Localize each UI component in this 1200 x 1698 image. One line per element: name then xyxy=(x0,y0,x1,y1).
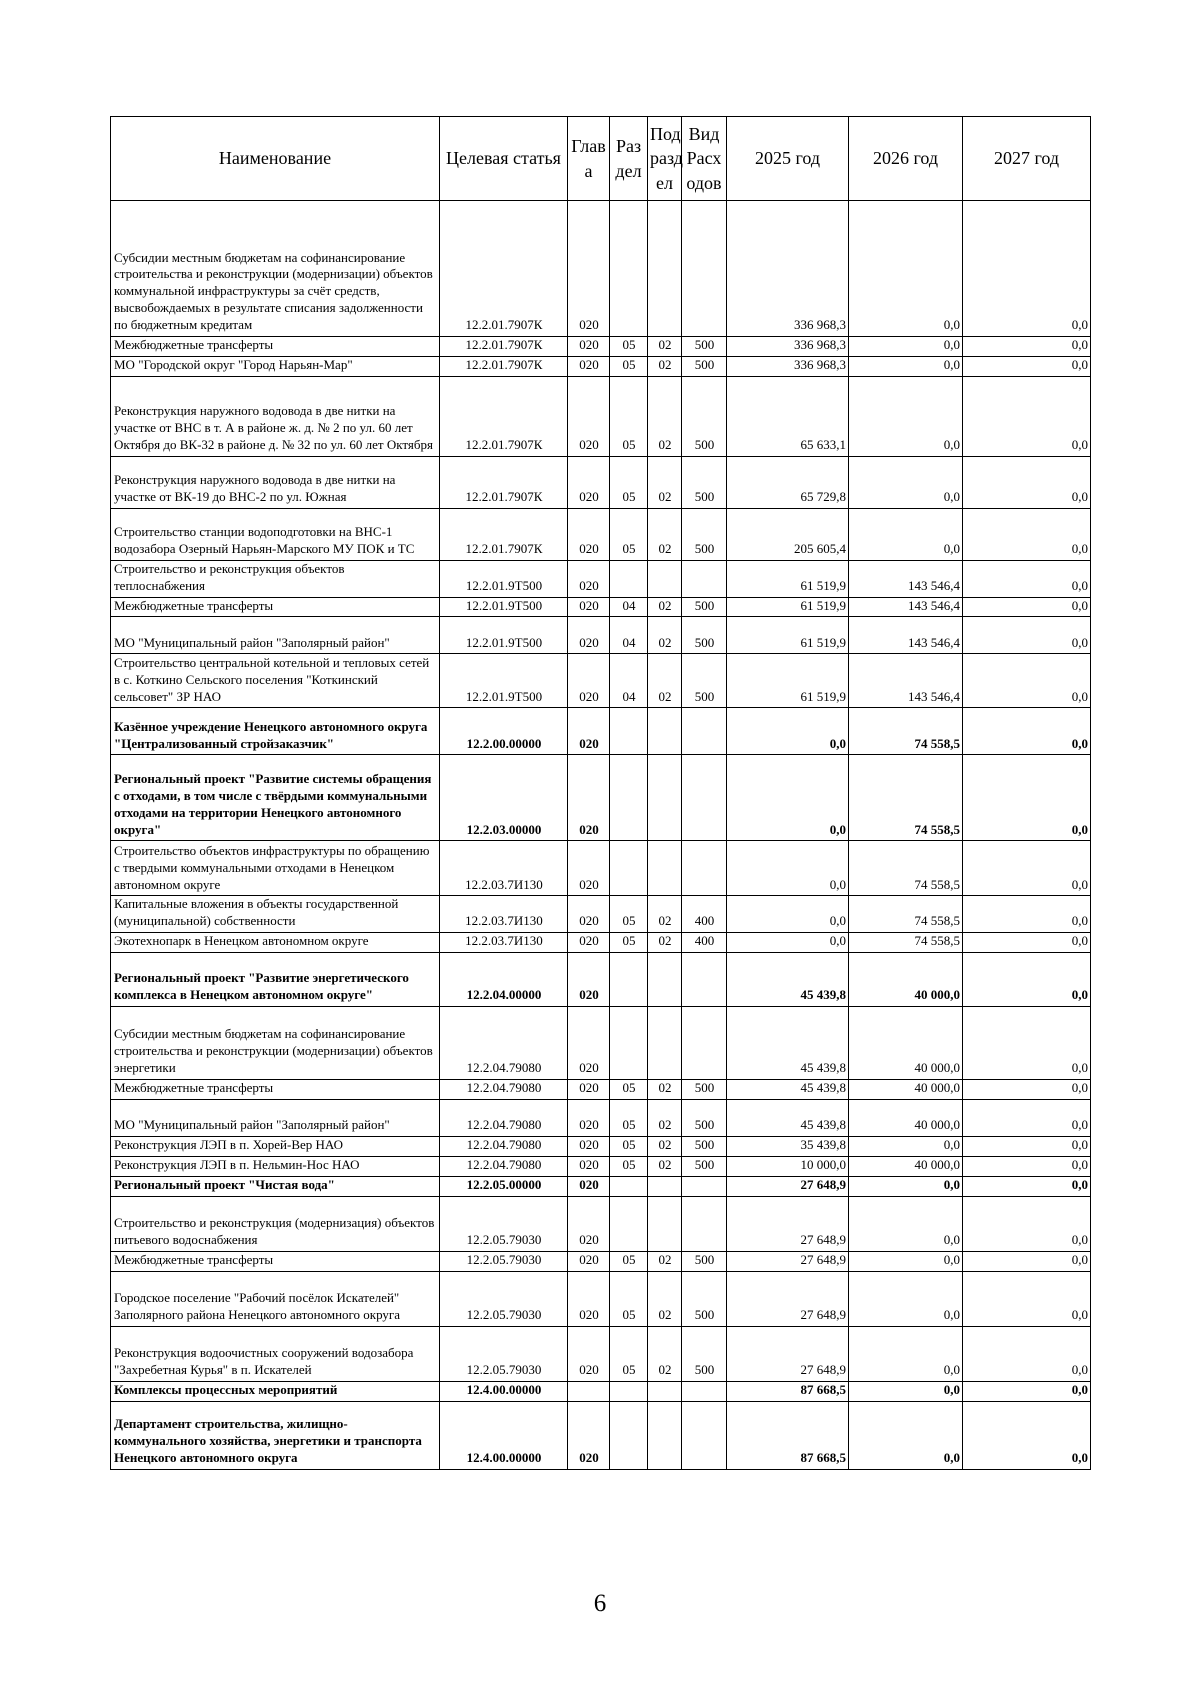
cell-razdel xyxy=(610,560,648,597)
cell-target: 12.2.01.9Т500 xyxy=(440,597,568,617)
cell-podrazdel: 02 xyxy=(648,1080,682,1100)
table-row xyxy=(111,617,1091,654)
cell-vid xyxy=(682,841,727,896)
cell-2026: 143 546,4 xyxy=(849,617,963,654)
cell-name: Межбюджетные трансферты xyxy=(111,1251,440,1271)
cell-vid xyxy=(682,1007,727,1080)
cell-name: Строительство объектов инфраструктуры по обращению с твердыми коммунальными отходами в Ненецком автономном округе xyxy=(111,841,440,896)
cell-target: 12.2.03.00000 xyxy=(440,755,568,841)
cell-razdel: 05 xyxy=(610,1100,648,1137)
cell-glava: 020 xyxy=(568,708,610,755)
cell-razdel xyxy=(610,755,648,841)
table-row xyxy=(111,201,1091,337)
cell-razdel: 04 xyxy=(610,617,648,654)
cell-vid: 500 xyxy=(682,1251,727,1271)
cell-podrazdel: 02 xyxy=(648,1100,682,1137)
cell-name: МО "Муниципальный район "Заполярный район" xyxy=(111,1100,440,1137)
cell-glava: 020 xyxy=(568,1137,610,1157)
cell-vid: 500 xyxy=(682,617,727,654)
cell-2026: 143 546,4 xyxy=(849,654,963,708)
table-row xyxy=(111,1156,1091,1176)
cell-2027: 0,0 xyxy=(963,356,1091,376)
table-row xyxy=(111,508,1091,560)
cell-2027: 0,0 xyxy=(963,953,1091,1007)
cell-target: 12.2.05.79030 xyxy=(440,1251,568,1271)
cell-name: Региональный проект "Чистая вода" xyxy=(111,1176,440,1196)
cell-vid: 500 xyxy=(682,376,727,456)
cell-2025: 61 519,9 xyxy=(727,597,849,617)
cell-vid: 500 xyxy=(682,1137,727,1157)
cell-2026: 0,0 xyxy=(849,356,963,376)
cell-name: Региональный проект "Развитие энергетического комплекса в Ненецком автономном округе" xyxy=(111,953,440,1007)
cell-target: 12.2.05.79030 xyxy=(440,1196,568,1251)
cell-2025: 336 968,3 xyxy=(727,201,849,337)
header-2026: 2026 год xyxy=(849,117,963,201)
cell-podrazdel xyxy=(648,1007,682,1080)
cell-razdel xyxy=(610,1401,648,1469)
cell-razdel: 05 xyxy=(610,933,648,953)
cell-glava: 020 xyxy=(568,933,610,953)
cell-2025: 0,0 xyxy=(727,841,849,896)
cell-podrazdel xyxy=(648,953,682,1007)
cell-name: Реконструкция наружного водовода в две нитки на участке от ВНС в т. А в районе ж. д. № 2 по ул. 60 лет Октября до ВК-32 в районе д. № 32 по ул. 60 лет Октября xyxy=(111,376,440,456)
cell-glava: 020 xyxy=(568,841,610,896)
table-header-row xyxy=(111,117,1091,201)
cell-2027: 0,0 xyxy=(963,376,1091,456)
cell-name: Капитальные вложения в объекты государственной (муниципальной) собственности xyxy=(111,896,440,933)
table-row xyxy=(111,755,1091,841)
cell-target: 12.2.03.7И130 xyxy=(440,933,568,953)
cell-glava: 020 xyxy=(568,1176,610,1196)
cell-2025: 27 648,9 xyxy=(727,1196,849,1251)
cell-target: 12.4.00.00000 xyxy=(440,1401,568,1469)
header-glava: Глав а xyxy=(568,117,610,201)
cell-vid xyxy=(682,1381,727,1401)
cell-glava: 020 xyxy=(568,1401,610,1469)
cell-glava: 020 xyxy=(568,617,610,654)
cell-name: Реконструкция наружного водовода в две нитки на участке от ВК-19 до ВНС-2 по ул. Южная xyxy=(111,456,440,508)
table-row xyxy=(111,654,1091,708)
cell-vid: 500 xyxy=(682,654,727,708)
cell-target: 12.2.01.9Т500 xyxy=(440,560,568,597)
cell-2027: 0,0 xyxy=(963,456,1091,508)
cell-2026: 74 558,5 xyxy=(849,841,963,896)
header-2025: 2025 год xyxy=(727,117,849,201)
cell-2027: 0,0 xyxy=(963,1251,1091,1271)
cell-vid: 500 xyxy=(682,356,727,376)
cell-2027: 0,0 xyxy=(963,933,1091,953)
cell-target: 12.2.01.7907К xyxy=(440,376,568,456)
table-row xyxy=(111,597,1091,617)
cell-razdel xyxy=(610,708,648,755)
cell-2026: 0,0 xyxy=(849,201,963,337)
cell-2026: 0,0 xyxy=(849,1196,963,1251)
cell-2026: 0,0 xyxy=(849,1271,963,1326)
cell-vid: 500 xyxy=(682,337,727,357)
cell-glava: 020 xyxy=(568,560,610,597)
cell-2025: 61 519,9 xyxy=(727,654,849,708)
cell-2025: 45 439,8 xyxy=(727,1080,849,1100)
cell-vid: 500 xyxy=(682,597,727,617)
cell-vid: 500 xyxy=(682,508,727,560)
cell-target: 12.2.00.00000 xyxy=(440,708,568,755)
cell-2027: 0,0 xyxy=(963,708,1091,755)
cell-target: 12.2.01.7907К xyxy=(440,201,568,337)
table-row xyxy=(111,1176,1091,1196)
cell-podrazdel xyxy=(648,1381,682,1401)
table-row xyxy=(111,1080,1091,1100)
cell-glava: 020 xyxy=(568,376,610,456)
cell-2027: 0,0 xyxy=(963,654,1091,708)
cell-podrazdel: 02 xyxy=(648,356,682,376)
cell-podrazdel: 02 xyxy=(648,456,682,508)
cell-razdel: 05 xyxy=(610,1271,648,1326)
cell-razdel xyxy=(610,1381,648,1401)
cell-podrazdel: 02 xyxy=(648,896,682,933)
cell-vid: 500 xyxy=(682,456,727,508)
cell-target: 12.2.01.7907К xyxy=(440,456,568,508)
cell-podrazdel: 02 xyxy=(648,617,682,654)
table-row xyxy=(111,1271,1091,1326)
cell-razdel: 05 xyxy=(610,1156,648,1176)
cell-target: 12.2.05.79030 xyxy=(440,1271,568,1326)
cell-2026: 0,0 xyxy=(849,1401,963,1469)
cell-2027: 0,0 xyxy=(963,508,1091,560)
cell-2026: 40 000,0 xyxy=(849,1156,963,1176)
table-row xyxy=(111,560,1091,597)
table-row xyxy=(111,376,1091,456)
cell-vid xyxy=(682,201,727,337)
cell-podrazdel xyxy=(648,1196,682,1251)
header-target: Целевая статья xyxy=(440,117,568,201)
cell-vid: 500 xyxy=(682,1100,727,1137)
cell-target: 12.2.03.7И130 xyxy=(440,896,568,933)
table-row xyxy=(111,1401,1091,1469)
cell-2026: 0,0 xyxy=(849,1326,963,1381)
cell-2025: 87 668,5 xyxy=(727,1401,849,1469)
cell-name: Межбюджетные трансферты xyxy=(111,1080,440,1100)
cell-2025: 45 439,8 xyxy=(727,953,849,1007)
cell-name: Межбюджетные трансферты xyxy=(111,337,440,357)
cell-target: 12.2.01.7907К xyxy=(440,508,568,560)
cell-name: Департамент строительства, жилищно-коммунального хозяйства, энергетики и транспорта Ненецкого автономного округа xyxy=(111,1401,440,1469)
cell-razdel xyxy=(610,1007,648,1080)
cell-2027: 0,0 xyxy=(963,560,1091,597)
cell-name: Межбюджетные трансферты xyxy=(111,597,440,617)
table-row xyxy=(111,1251,1091,1271)
cell-2027: 0,0 xyxy=(963,1326,1091,1381)
cell-2027: 0,0 xyxy=(963,1100,1091,1137)
cell-razdel: 05 xyxy=(610,1326,648,1381)
cell-2025: 35 439,8 xyxy=(727,1137,849,1157)
cell-2025: 0,0 xyxy=(727,755,849,841)
cell-2027: 0,0 xyxy=(963,1381,1091,1401)
cell-podrazdel xyxy=(648,708,682,755)
cell-2026: 40 000,0 xyxy=(849,1100,963,1137)
cell-name: Реконструкция водоочистных сооружений водозабора "Захребетная Курья" в п. Искателей xyxy=(111,1326,440,1381)
cell-name: Строительство центральной котельной и тепловых сетей в с. Коткино Сельского поселения "Коткинский сельсовет" ЗР НАО xyxy=(111,654,440,708)
cell-vid xyxy=(682,1401,727,1469)
cell-2026: 74 558,5 xyxy=(849,896,963,933)
cell-target: 12.2.03.7И130 xyxy=(440,841,568,896)
cell-glava: 020 xyxy=(568,456,610,508)
cell-razdel xyxy=(610,1196,648,1251)
cell-2025: 0,0 xyxy=(727,708,849,755)
cell-2026: 0,0 xyxy=(849,1176,963,1196)
budget-table xyxy=(110,116,1091,1470)
cell-2026: 0,0 xyxy=(849,456,963,508)
table-row xyxy=(111,356,1091,376)
cell-2025: 27 648,9 xyxy=(727,1271,849,1326)
cell-vid xyxy=(682,560,727,597)
cell-razdel: 05 xyxy=(610,508,648,560)
table-row xyxy=(111,708,1091,755)
cell-target: 12.2.01.7907К xyxy=(440,337,568,357)
cell-glava: 020 xyxy=(568,953,610,1007)
cell-name: Городское поселение "Рабочий посёлок Искателей" Заполярного района Ненецкого автономного округа xyxy=(111,1271,440,1326)
cell-2027: 0,0 xyxy=(963,1271,1091,1326)
cell-razdel: 05 xyxy=(610,356,648,376)
cell-glava: 020 xyxy=(568,1271,610,1326)
cell-target: 12.2.04.00000 xyxy=(440,953,568,1007)
table-row xyxy=(111,1137,1091,1157)
cell-2025: 27 648,9 xyxy=(727,1326,849,1381)
header-vid: Вид Расх одов xyxy=(682,117,727,201)
cell-vid: 400 xyxy=(682,896,727,933)
cell-glava: 020 xyxy=(568,597,610,617)
cell-2025: 27 648,9 xyxy=(727,1251,849,1271)
cell-target: 12.2.01.9Т500 xyxy=(440,617,568,654)
cell-glava: 020 xyxy=(568,201,610,337)
cell-2027: 0,0 xyxy=(963,841,1091,896)
cell-2026: 40 000,0 xyxy=(849,953,963,1007)
cell-vid xyxy=(682,1176,727,1196)
cell-glava: 020 xyxy=(568,1007,610,1080)
cell-2026: 143 546,4 xyxy=(849,597,963,617)
header-2027: 2027 год xyxy=(963,117,1091,201)
cell-2027: 0,0 xyxy=(963,1156,1091,1176)
cell-razdel: 05 xyxy=(610,1137,648,1157)
cell-2025: 336 968,3 xyxy=(727,356,849,376)
cell-podrazdel: 02 xyxy=(648,933,682,953)
table-row xyxy=(111,1326,1091,1381)
cell-vid xyxy=(682,755,727,841)
cell-glava: 020 xyxy=(568,337,610,357)
cell-glava: 020 xyxy=(568,1251,610,1271)
cell-podrazdel: 02 xyxy=(648,376,682,456)
cell-razdel xyxy=(610,841,648,896)
cell-name: Региональный проект "Развитие системы обращения с отходами, в том числе с твёрдыми коммунальными отходами на территории Ненецкого автономного округа" xyxy=(111,755,440,841)
cell-name: МО "Муниципальный район "Заполярный район" xyxy=(111,617,440,654)
cell-podrazdel xyxy=(648,755,682,841)
cell-razdel xyxy=(610,953,648,1007)
cell-name: МО "Городской округ "Город Нарьян-Мар" xyxy=(111,356,440,376)
cell-2027: 0,0 xyxy=(963,755,1091,841)
cell-podrazdel: 02 xyxy=(648,654,682,708)
cell-name: Экотехнопарк в Ненецком автономном округе xyxy=(111,933,440,953)
cell-2027: 0,0 xyxy=(963,337,1091,357)
cell-vid: 500 xyxy=(682,1156,727,1176)
cell-2025: 87 668,5 xyxy=(727,1381,849,1401)
cell-podrazdel: 02 xyxy=(648,1251,682,1271)
table-row xyxy=(111,933,1091,953)
cell-razdel: 05 xyxy=(610,896,648,933)
cell-glava: 020 xyxy=(568,896,610,933)
cell-2026: 0,0 xyxy=(849,1381,963,1401)
cell-target: 12.4.00.00000 xyxy=(440,1381,568,1401)
cell-2025: 10 000,0 xyxy=(727,1156,849,1176)
cell-vid: 500 xyxy=(682,1326,727,1381)
cell-2025: 27 648,9 xyxy=(727,1176,849,1196)
cell-vid xyxy=(682,953,727,1007)
cell-podrazdel: 02 xyxy=(648,1271,682,1326)
table-row xyxy=(111,1196,1091,1251)
cell-podrazdel: 02 xyxy=(648,508,682,560)
page-number: 6 xyxy=(593,1590,607,1617)
cell-name: Комплексы процессных мероприятий xyxy=(111,1381,440,1401)
cell-2025: 65 729,8 xyxy=(727,456,849,508)
cell-vid xyxy=(682,1196,727,1251)
cell-2026: 40 000,0 xyxy=(849,1007,963,1080)
cell-2026: 74 558,5 xyxy=(849,933,963,953)
cell-podrazdel xyxy=(648,841,682,896)
cell-podrazdel xyxy=(648,560,682,597)
cell-name: Субсидии местным бюджетам на софинансирование строительства и реконструкции (модернизации) объектов коммунальной инфраструктуры за счёт средств, высвобождаемых в результате списания задолженности по бюджетным кредитам xyxy=(111,201,440,337)
cell-name: Строительство и реконструкция объектов теплоснабжения xyxy=(111,560,440,597)
table-row xyxy=(111,337,1091,357)
cell-razdel xyxy=(610,1176,648,1196)
cell-2027: 0,0 xyxy=(963,597,1091,617)
cell-2026: 74 558,5 xyxy=(849,755,963,841)
cell-2026: 0,0 xyxy=(849,1137,963,1157)
table-row xyxy=(111,1007,1091,1080)
cell-vid xyxy=(682,708,727,755)
cell-2026: 0,0 xyxy=(849,337,963,357)
cell-glava: 020 xyxy=(568,1326,610,1381)
cell-2027: 0,0 xyxy=(963,1137,1091,1157)
cell-podrazdel xyxy=(648,201,682,337)
cell-glava: 020 xyxy=(568,1156,610,1176)
cell-2027: 0,0 xyxy=(963,1401,1091,1469)
cell-podrazdel xyxy=(648,1176,682,1196)
cell-target: 12.2.05.79030 xyxy=(440,1326,568,1381)
cell-razdel: 04 xyxy=(610,597,648,617)
cell-target: 12.2.05.00000 xyxy=(440,1176,568,1196)
cell-2027: 0,0 xyxy=(963,1007,1091,1080)
cell-2026: 0,0 xyxy=(849,1251,963,1271)
cell-podrazdel xyxy=(648,1401,682,1469)
cell-name: Субсидии местным бюджетам на софинансирование строительства и реконструкции (модернизации) объектов энергетики xyxy=(111,1007,440,1080)
cell-target: 12.2.04.79080 xyxy=(440,1100,568,1137)
cell-podrazdel: 02 xyxy=(648,597,682,617)
table-body xyxy=(111,201,1091,1470)
cell-2025: 45 439,8 xyxy=(727,1100,849,1137)
header-razdel: Раз дел xyxy=(610,117,648,201)
cell-2026: 74 558,5 xyxy=(849,708,963,755)
cell-2027: 0,0 xyxy=(963,896,1091,933)
cell-2025: 65 633,1 xyxy=(727,376,849,456)
cell-name: Реконструкция ЛЭП в п. Хорей-Вер НАО xyxy=(111,1137,440,1157)
cell-podrazdel: 02 xyxy=(648,1326,682,1381)
header-name: Наименование xyxy=(111,117,440,201)
cell-glava: 020 xyxy=(568,755,610,841)
cell-podrazdel: 02 xyxy=(648,1156,682,1176)
cell-glava: 020 xyxy=(568,1100,610,1137)
cell-name: Казённое учреждение Ненецкого автономного округа "Централизованный стройзаказчик" xyxy=(111,708,440,755)
cell-2025: 61 519,9 xyxy=(727,560,849,597)
cell-podrazdel: 02 xyxy=(648,337,682,357)
cell-2026: 143 546,4 xyxy=(849,560,963,597)
cell-2025: 205 605,4 xyxy=(727,508,849,560)
cell-2027: 0,0 xyxy=(963,1196,1091,1251)
cell-2025: 0,0 xyxy=(727,896,849,933)
table-row xyxy=(111,456,1091,508)
cell-vid: 400 xyxy=(682,933,727,953)
cell-vid: 500 xyxy=(682,1080,727,1100)
cell-2027: 0,0 xyxy=(963,201,1091,337)
table-row xyxy=(111,896,1091,933)
cell-glava xyxy=(568,1381,610,1401)
cell-2025: 61 519,9 xyxy=(727,617,849,654)
cell-glava: 020 xyxy=(568,356,610,376)
table-row xyxy=(111,841,1091,896)
cell-2026: 0,0 xyxy=(849,376,963,456)
cell-razdel: 05 xyxy=(610,376,648,456)
cell-target: 12.2.04.79080 xyxy=(440,1156,568,1176)
cell-glava: 020 xyxy=(568,1196,610,1251)
cell-2027: 0,0 xyxy=(963,1080,1091,1100)
cell-2026: 40 000,0 xyxy=(849,1080,963,1100)
cell-target: 12.2.01.9Т500 xyxy=(440,654,568,708)
cell-target: 12.2.04.79080 xyxy=(440,1137,568,1157)
cell-podrazdel: 02 xyxy=(648,1137,682,1157)
cell-vid: 500 xyxy=(682,1271,727,1326)
header-podrazdel: Под разд ел xyxy=(648,117,682,201)
cell-target: 12.2.04.79080 xyxy=(440,1007,568,1080)
cell-glava: 020 xyxy=(568,654,610,708)
cell-name: Строительство и реконструкция (модернизация) объектов питьевого водоснабжения xyxy=(111,1196,440,1251)
table-row xyxy=(111,1100,1091,1137)
cell-razdel: 04 xyxy=(610,654,648,708)
cell-2025: 0,0 xyxy=(727,933,849,953)
cell-razdel xyxy=(610,201,648,337)
cell-2025: 336 968,3 xyxy=(727,337,849,357)
cell-2027: 0,0 xyxy=(963,1176,1091,1196)
cell-glava: 020 xyxy=(568,508,610,560)
cell-razdel: 05 xyxy=(610,1080,648,1100)
cell-name: Реконструкция ЛЭП в п. Нельмин-Нос НАО xyxy=(111,1156,440,1176)
cell-2026: 0,0 xyxy=(849,508,963,560)
cell-razdel: 05 xyxy=(610,456,648,508)
cell-name: Строительство станции водоподготовки на ВНС-1 водозабора Озерный Нарьян-Марского МУ ПОК и ТС xyxy=(111,508,440,560)
cell-target: 12.2.04.79080 xyxy=(440,1080,568,1100)
cell-razdel: 05 xyxy=(610,337,648,357)
cell-target: 12.2.01.7907К xyxy=(440,356,568,376)
table-row xyxy=(111,1381,1091,1401)
cell-2025: 45 439,8 xyxy=(727,1007,849,1080)
cell-2027: 0,0 xyxy=(963,617,1091,654)
cell-razdel: 05 xyxy=(610,1251,648,1271)
cell-glava: 020 xyxy=(568,1080,610,1100)
table-row xyxy=(111,953,1091,1007)
